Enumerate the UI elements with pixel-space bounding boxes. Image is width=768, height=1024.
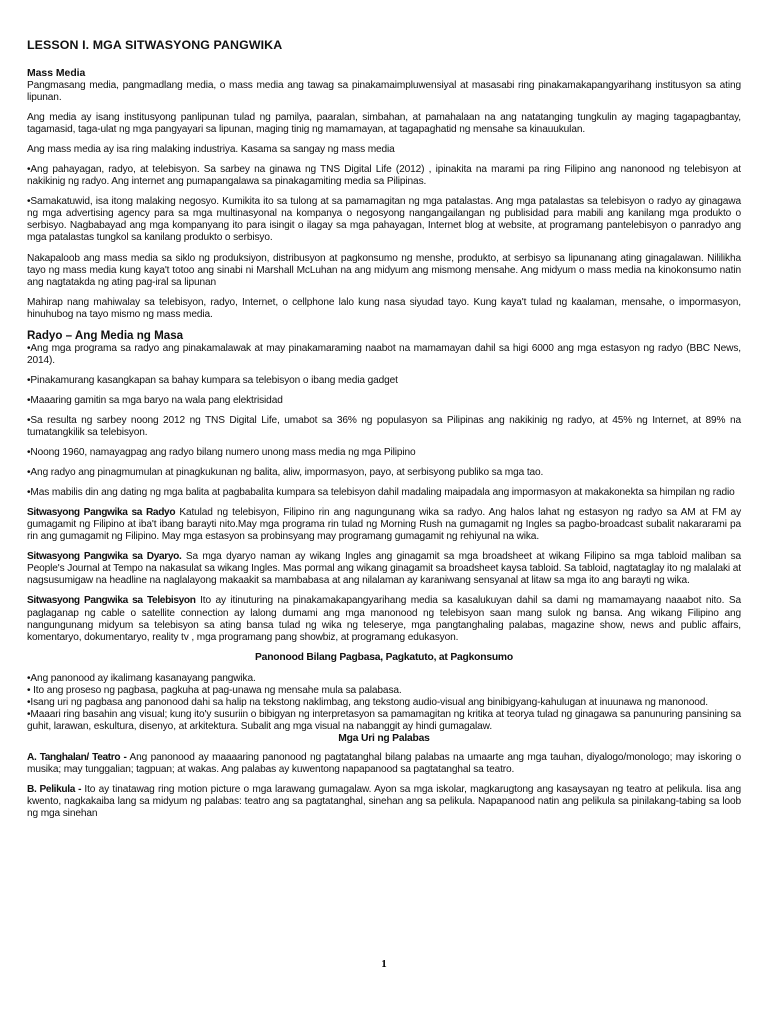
lesson-title: LESSON I. MGA SITWASYONG PANGWIKA [27,38,283,52]
uri-b-text: Ito ay tinatawag ring motion picture o mga larawang gumagalaw. Ayon sa mga iskolar, magkarugtong ang kasaysayan ng teatro at pelikula. Iisa ang kwento, nagkakaiba lang sa midyum ng palabas: teatro ang sa pagtatanghal, sinehan ang sa pelikula. Napapanood natin ang pelikula sa pinilakang-tabing sa loob ng mga sinehan [27,783,741,820]
panonood-line-4: •Maaari ring basahin ang visual; kung ito'y susuriin o bibigyan ng interpretasyon sa pamamagitan ng kritika at teorya tulad ng ginagawa sa panunuring pansining sa guhit, larawan, eskultura, disenyo, at arkitektura. Subalit ang mga visual na nabanggit ay hindi gumagalaw. [27,708,741,732]
uri-a-heading: A. Tanghalan/ Teatro - [27,751,127,763]
mass-media-paragraph-3: Ang mass media ay isa ring malaking industriya. Kasama sa sangay ng mass media [27,144,395,156]
radyo-bullet-4: •Sa resulta ng sarbey noong 2012 ng TNS Digital Life, umabot sa 36% ng populasyon sa Pilipinas ang nakikinig ng radyo, at 45% ng Internet, at 89% na tumatangkilik sa telebisyon. [27,414,741,438]
uri-b-heading: B. Pelikula - [27,783,82,795]
mass-media-paragraph-4: •Ang pahayagan, radyo, at telebisyon. Sa sarbey na ginawa ng TNS Digital Life (2012) , ipinakita na marami pa ring Filipino ang nanonood ng telebisyon at nakikinig ng radyo. Ang internet ang pumapangalawa sa pinakagamiting media sa Pilipinas. [27,164,741,188]
radyo-bullet-6: •Ang radyo ang pinagmumulan at pinagkukunan ng balita, aliw, impormasyon, payo, at serbisyong publiko sa mga tao. [27,467,544,479]
radyo-bullet-2: •Pinakamurang kasangkapan sa bahay kumpara sa telebisyon o ibang media gadget [27,374,398,386]
sitwasyong-telebisyon-heading: Sitwasyong Pangwika sa Telebisyon [27,595,196,607]
radyo-bullet-3: •Maaaring gamitin sa mga baryo na wala pang elektrisidad [27,394,283,406]
mass-media-paragraph-2: Ang media ay isang institusyong panlipunan tulad ng pamilya, paaralan, simbahan, at pamahalaan na ang natatanging tungkulin ay maging tagapagbantay, tagamasid, taga-ulat ng mga pangyayari sa lipunan, maging tinig ng mamamayan, at tagapaghatid ng mensahe sa kinauukulan. [27,112,741,136]
mga-uri-heading: Mga Uri ng Palabas [338,732,430,744]
sitwasyong-telebisyon-paragraph [27,595,741,643]
mass-media-heading: Mass Media [27,68,86,79]
radyo-bullet-1: •Ang mga programa sa radyo ang pinakamalawak at may pinakamaraming naabot na mamamayan dahil sa higi 6000 ang mga estasyon ng radyo (BBC News, 2014). [27,342,741,366]
sitwasyong-radyo-text: Katulad ng telebisyon, Filipino rin ang nagungunang wika sa radyo. Ang halos lahat ng estasyon ng radyo sa AM at FM ay gumagamit ng Filipino at iba't ibang barayti nito.May mga programa rin tulad ng Morning Rush na gumagamit ng Ingles sa pagbo-broadcast subalit nakararami pa rin ang gumagamit ng Filipino. May mga estasyon sa probinsyang may programang gumagamit ng rehiyunal na wika. [27,507,742,543]
sitwasyong-radyo-heading: Sitwasyong Pangwika sa Radyo [27,507,176,519]
panonood-heading: Panonood Bilang Pagbasa, Pagkatuto, at Pagkonsumo [255,651,513,663]
mass-media-paragraph-1: Pangmasang media, pangmadlang media, o mass media ang tawag sa pinakamaimpluwensiyal at masasabi ring pinakamakapangyarihang institusyon sa ating lipunan. [27,80,741,104]
radyo-bullet-7: •Mas mabilis din ang dating ng mga balita at pagbabalita kumpara sa telebisyon dahil madaling maipadala ang impormasyon at makakonekta sa himpilan ng radio [27,487,735,499]
panonood-line-2: • Ito ang proseso ng pagbasa, pagkuha at pag-unawa ng mensahe mula sa palabasa. [27,684,402,696]
panonood-line-1: •Ang panonood ay ikalimang kasanayang pangwika. [27,672,256,684]
radyo-heading: Radyo – Ang Media ng Masa [27,328,184,342]
mass-media-paragraph-7: Mahirap nang mahiwalay sa telebisyon, radyo, Internet, o cellphone lalo kung nasa siyudad tayo. Kung kaya't tulad ng kaalaman, mensahe, o impormasyon, hinuhubog na tayo mismo ng mass media. [27,296,741,320]
uri-a-paragraph [27,752,741,776]
page-number: 1 [381,958,387,970]
uri-b-paragraph [27,784,741,820]
sitwasyong-dyaryo-heading: Sitwasyong Pangwika sa Dyaryo. [27,551,182,563]
radyo-bullet-5: •Noong 1960, namayagpag ang radyo bilang numero unong mass media ng mga Pilipino [27,447,416,459]
sitwasyong-dyaryo-paragraph [27,551,741,587]
mass-media-paragraph-5: •Samakatuwid, isa itong malaking negosyo. Kumikita ito sa tulong at sa pamamagitan ng mga patalastas. Ang mga patalastas sa telebisyon o radyo ay ginagawa ng mga advertising agency para sa mga multinasyonal na kompanya o negosyong nangangailangan ng publisidad para mabili ang kanilang mga produkto o serbisyo. Nagbabayad ang mga kompanyang ito para isingit o ilagay sa mga pahayagan, Internet blog at website, at programang pantelebisyon o panradyo ang mga patalastas tungkol sa kanilang produkto o serbisyo. [27,196,741,244]
sitwasyong-radyo-paragraph [27,507,741,543]
mass-media-paragraph-6: Nakapaloob ang mass media sa siklo ng produksiyon, distribusyon at pagkonsumo ng menshe, produkto, at serbisyo sa lipunanang ating ginagalawan. Nililikha tayo ng mass media kung kaya't totoo ang sinabi ni Marshall McLuhan na ang midyum ang mismong mensahe. Ang midyum o mass media na kinokonsumo natin ang nagtatakda ng ating pag-iral sa lipunan [27,252,741,288]
panonood-line-3: •Isang uri ng pagbasa ang panonood dahi sa halip na tekstong naklimbag, ang tekstong audio-visual ang binibigyang-kahulugan at inuunawa ng manonood. [27,696,708,708]
sitwasyong-dyaryo-text: Sa mga dyaryo naman ay wikang Ingles ang ginagamit sa mga broadsheet at wikang Filipino sa mga tabloid maliban sa People's Journal at Tempo na nakasulat sa wikang Ingles. Mas pormal ang wikang ginagamit sa broadsheet kaysa tabloid. Sa tabloid, nagtataglay ito ng malalaki at nagsusumigaw na headline na naglalayong makaakit sa mambabasa at ang nilalaman ay karaniwang sensyanal at litaw sa mga ito ang barayti ng wika. [27,551,741,587]
sitwasyong-telebisyon-text: Ito ay itinuturing na pinakamakapangyarihang media sa kasalukuyan dahil sa dami ng mamamayang naaabot nito. Sa paglaganap ng cable o satellite connection ay lalong dumami ang mga manonood ng telebisyon saan mang sulok ng bansa. Ang wikang Filipino ang nangungunang midyum sa telebisyon sa ating bansa tulad ng wika ng teleserye, mga pangtanghaling palabas, magazine show, news and public affairs, komentaryo, dokumentaryo, reality tv , mga programang pang showbiz, at programang edukasyon. [27,595,741,643]
uri-a-text: Ang panonood ay maaaaring panonood ng pagtatanghal bilang palabas na umaarte ang mga tauhan, diyalogo/monologo; may iskoring o musika; may tunggalian; tagpuan; at wakas. Ang palabas ay kuwentong napapanood sa pagtatanghal sa teatro. [27,751,741,775]
